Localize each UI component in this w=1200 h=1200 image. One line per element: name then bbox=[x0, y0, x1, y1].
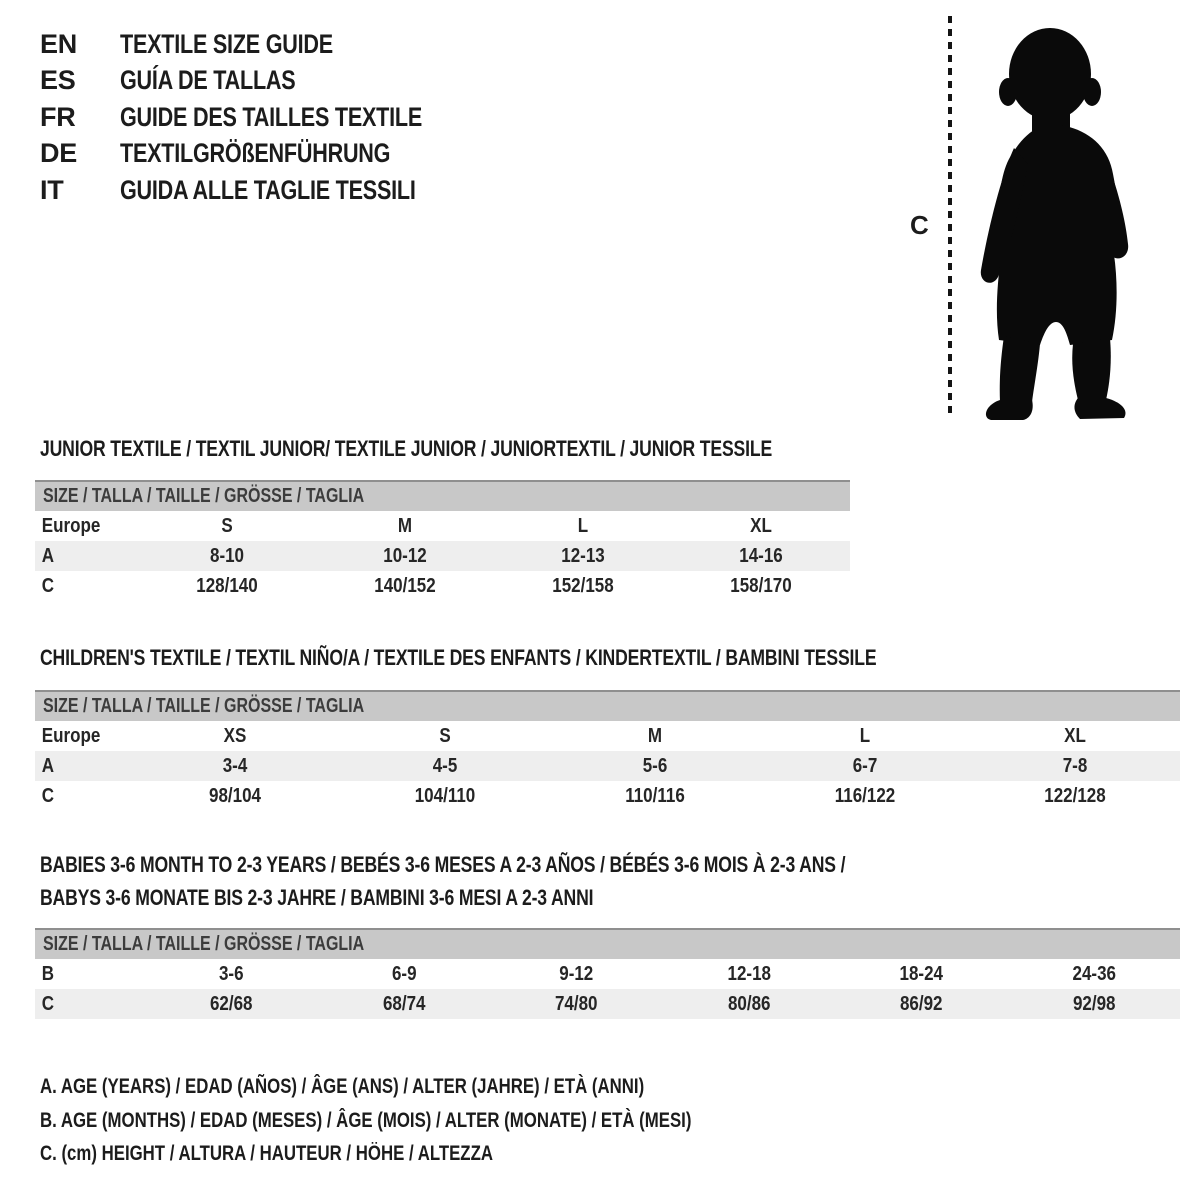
size-cell: 74/80 bbox=[554, 992, 598, 1015]
size-cell: 6-9 bbox=[391, 962, 417, 985]
section-title-children bbox=[40, 641, 1086, 674]
table-row bbox=[35, 781, 1180, 811]
size-cell: XL bbox=[750, 514, 772, 537]
language-title: GUÍA DE TALLAS bbox=[120, 65, 296, 96]
size-cell: 80/86 bbox=[727, 992, 771, 1015]
section-title-text: BABIES 3-6 MONTH TO 2-3 YEARS / BEBÉS 3-6 MESES A 2-3 AÑOS / BÉBÉS 3-6 MOIS À 2-3 ANS / bbox=[40, 852, 846, 877]
language-code: DE bbox=[40, 138, 77, 169]
language-title: GUIDE DES TAILLES TEXTILE bbox=[120, 101, 423, 132]
size-cell: 152/158 bbox=[552, 574, 614, 597]
size-cell: 12-13 bbox=[561, 544, 605, 567]
section-title-text: CHILDREN'S TEXTILE / TEXTIL NIÑO/A / TEXTILE DES ENFANTS / KINDERTEXTIL / BAMBINI TESSILE bbox=[40, 645, 877, 670]
row-label: C bbox=[41, 992, 55, 1015]
table-row bbox=[35, 989, 1180, 1019]
size-header-text: SIZE / TALLA / TAILLE / GRÖSSE / TAGLIA bbox=[43, 933, 365, 955]
toddler-silhouette-icon bbox=[960, 12, 1145, 424]
size-cell: S bbox=[439, 724, 451, 747]
size-cell: 140/152 bbox=[374, 574, 436, 597]
size-cell: 12-18 bbox=[727, 962, 771, 985]
size-cell: M bbox=[647, 724, 663, 747]
size-cell: 62/68 bbox=[209, 992, 253, 1015]
language-title: GUIDA ALLE TAGLIE TESSILI bbox=[120, 174, 416, 205]
title-row-en bbox=[40, 26, 498, 63]
size-cell: 128/140 bbox=[196, 574, 258, 597]
size-cell: L bbox=[577, 514, 589, 537]
size-cell: 122/128 bbox=[1044, 784, 1106, 807]
size-header-text: SIZE / TALLA / TAILLE / GRÖSSE / TAGLIA bbox=[43, 485, 365, 507]
size-cell: 6-7 bbox=[852, 754, 878, 777]
size-cell: 86/92 bbox=[899, 992, 943, 1015]
size-header-bar bbox=[35, 480, 850, 511]
size-cell: 3-6 bbox=[218, 962, 244, 985]
size-cell: 4-5 bbox=[432, 754, 458, 777]
size-header-bar bbox=[35, 690, 1180, 721]
table-body bbox=[35, 511, 850, 601]
language-code: IT bbox=[40, 174, 64, 205]
section-title-babies bbox=[40, 848, 1047, 914]
table-row bbox=[35, 511, 850, 541]
language-title-block bbox=[40, 26, 498, 209]
size-cell: L bbox=[859, 724, 871, 747]
size-cell: 24-36 bbox=[1072, 962, 1116, 985]
size-cell: 5-6 bbox=[642, 754, 668, 777]
language-title: TEXTILE SIZE GUIDE bbox=[120, 28, 333, 59]
table-row bbox=[35, 721, 1180, 751]
size-cell: 7-8 bbox=[1062, 754, 1088, 777]
size-cell: 9-12 bbox=[559, 962, 594, 985]
babies-size-table bbox=[35, 928, 1180, 1019]
size-cell: 92/98 bbox=[1072, 992, 1116, 1015]
size-cell: M bbox=[397, 514, 413, 537]
table-row bbox=[35, 541, 850, 571]
row-label: B bbox=[41, 962, 55, 985]
language-title: TEXTILGRÖßENFÜHRUNG bbox=[120, 138, 391, 169]
title-row-de bbox=[40, 136, 498, 173]
table-row bbox=[35, 959, 1180, 989]
size-cell: 158/170 bbox=[730, 574, 792, 597]
size-cell: 18-24 bbox=[899, 962, 943, 985]
section-title-junior bbox=[40, 432, 955, 465]
size-header-bar bbox=[35, 928, 1180, 959]
size-cell: 104/110 bbox=[414, 784, 476, 807]
measure-label-c: C bbox=[910, 210, 929, 240]
size-cell: 98/104 bbox=[208, 784, 261, 807]
title-row-it bbox=[40, 172, 498, 209]
size-cell: 116/122 bbox=[834, 784, 896, 807]
language-code: EN bbox=[40, 28, 77, 59]
legend-line-c: C. (cm) HEIGHT / ALTURA / HAUTEUR / HÖHE / ALTEZZA bbox=[40, 1142, 493, 1165]
junior-size-table bbox=[35, 480, 850, 601]
legend-block bbox=[40, 1070, 854, 1171]
size-cell: 3-4 bbox=[222, 754, 248, 777]
section-title-text: BABYS 3-6 MONATE BIS 2-3 JAHRE / BAMBINI 3-6 MESI A 2-3 ANNI bbox=[40, 885, 594, 910]
row-label: C bbox=[41, 574, 55, 597]
size-cell: XL bbox=[1064, 724, 1086, 747]
table-body bbox=[35, 721, 1180, 811]
children-size-table bbox=[35, 690, 1180, 811]
size-cell: 8-10 bbox=[209, 544, 245, 567]
row-label: A bbox=[41, 544, 55, 567]
size-cell: 10-12 bbox=[383, 544, 427, 567]
legend-line-b: B. AGE (MONTHS) / EDAD (MESES) / ÂGE (MOIS) / ALTER (MONATE) / ETÀ (MESI) bbox=[40, 1108, 692, 1132]
size-cell: 68/74 bbox=[382, 992, 426, 1015]
title-row-fr bbox=[40, 99, 498, 136]
legend-line-a: A. AGE (YEARS) / EDAD (AÑOS) / ÂGE (ANS) / ALTER (JAHRE) / ETÀ (ANNI) bbox=[40, 1075, 645, 1098]
size-cell: XS bbox=[223, 724, 247, 747]
language-code: FR bbox=[40, 101, 76, 132]
table-row bbox=[35, 571, 850, 601]
language-code: ES bbox=[40, 65, 76, 96]
row-label: C bbox=[41, 784, 55, 807]
row-label: A bbox=[41, 754, 55, 777]
size-header-text: SIZE / TALLA / TAILLE / GRÖSSE / TAGLIA bbox=[43, 695, 365, 717]
size-cell: 110/116 bbox=[625, 784, 685, 807]
size-cell: 14-16 bbox=[739, 544, 783, 567]
height-measure-dotted-line bbox=[948, 16, 952, 416]
title-row-es bbox=[40, 63, 498, 100]
table-body bbox=[35, 959, 1180, 1019]
row-label: Europe bbox=[41, 724, 101, 747]
table-row bbox=[35, 751, 1180, 781]
section-title-text: JUNIOR TEXTILE / TEXTIL JUNIOR/ TEXTILE JUNIOR / JUNIORTEXTIL / JUNIOR TESSILE bbox=[40, 436, 773, 461]
row-label: Europe bbox=[41, 514, 101, 537]
size-cell: S bbox=[221, 514, 233, 537]
